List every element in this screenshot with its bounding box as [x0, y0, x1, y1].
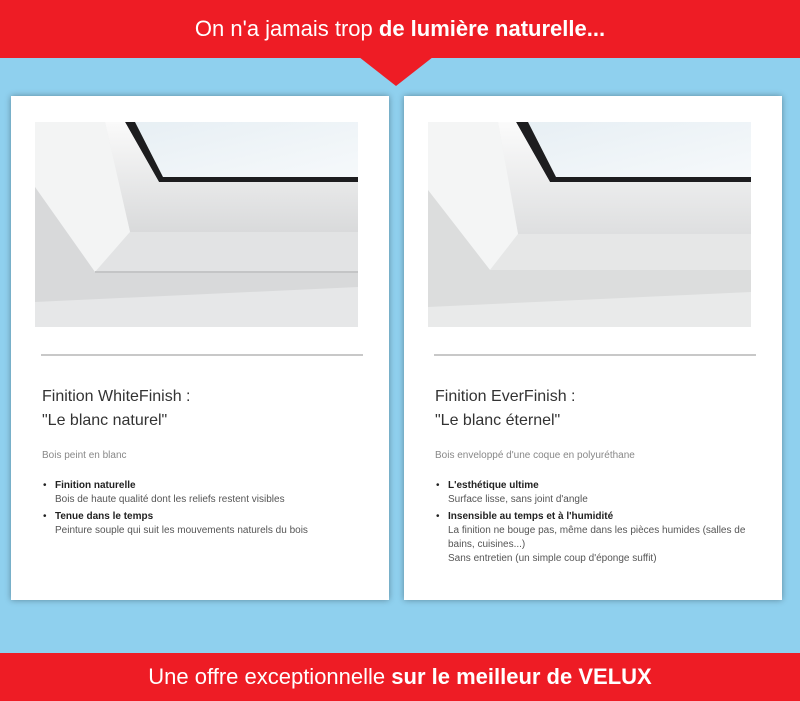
feature-list — [42, 479, 362, 541]
bullet-icon: • — [43, 480, 47, 491]
card-divider — [434, 354, 756, 356]
card-subtitle: "Le blanc éternel" — [435, 412, 561, 429]
card-description: Bois peint en blanc — [42, 450, 127, 461]
card-title: Finition WhiteFinish : — [42, 388, 191, 405]
bullet-icon: • — [436, 511, 440, 522]
card-description: Bois enveloppé d'une coque en polyuréthane — [435, 450, 635, 461]
feature-title: L'esthétique ultime — [448, 480, 539, 491]
window-frame-photo — [35, 122, 358, 327]
banner-pointer-arrow — [359, 57, 433, 86]
card-title: Finition EverFinish : — [435, 388, 576, 405]
product-card-whitefinish — [11, 96, 389, 600]
feature-text: Bois de haute qualité dont les reliefs restent visibles — [55, 494, 285, 505]
window-frame-photo — [428, 122, 751, 327]
feature-text: La finition ne bouge pas, même dans les pièces humides (salles de bains, cuisines...) — [448, 525, 746, 550]
product-card-everfinish — [404, 96, 782, 600]
feature-list — [435, 479, 755, 569]
feature-title: Finition naturelle — [55, 480, 136, 491]
bullet-icon: • — [43, 511, 47, 522]
feature-text: Peinture souple qui suit les mouvements naturels du bois — [55, 525, 308, 536]
feature-item — [435, 510, 755, 566]
bottom-banner — [0, 653, 800, 701]
top-banner — [0, 0, 800, 58]
feature-text-secondary: Sans entretien (un simple coup d'éponge suffit) — [448, 553, 657, 564]
card-divider — [41, 354, 363, 356]
feature-item — [435, 479, 755, 507]
feature-text: Surface lisse, sans joint d'angle — [448, 494, 588, 505]
bottom-banner-text: Une offre exceptionnelle sur le meilleur de VELUX — [148, 664, 652, 689]
feature-item — [42, 479, 362, 507]
top-banner-text: On n'a jamais trop de lumière naturelle... — [194, 16, 606, 41]
card-subtitle: "Le blanc naturel" — [42, 412, 168, 429]
feature-item — [42, 510, 362, 538]
feature-title: Insensible au temps et à l'humidité — [448, 511, 614, 522]
feature-title: Tenue dans le temps — [55, 511, 154, 522]
bullet-icon: • — [436, 480, 440, 491]
